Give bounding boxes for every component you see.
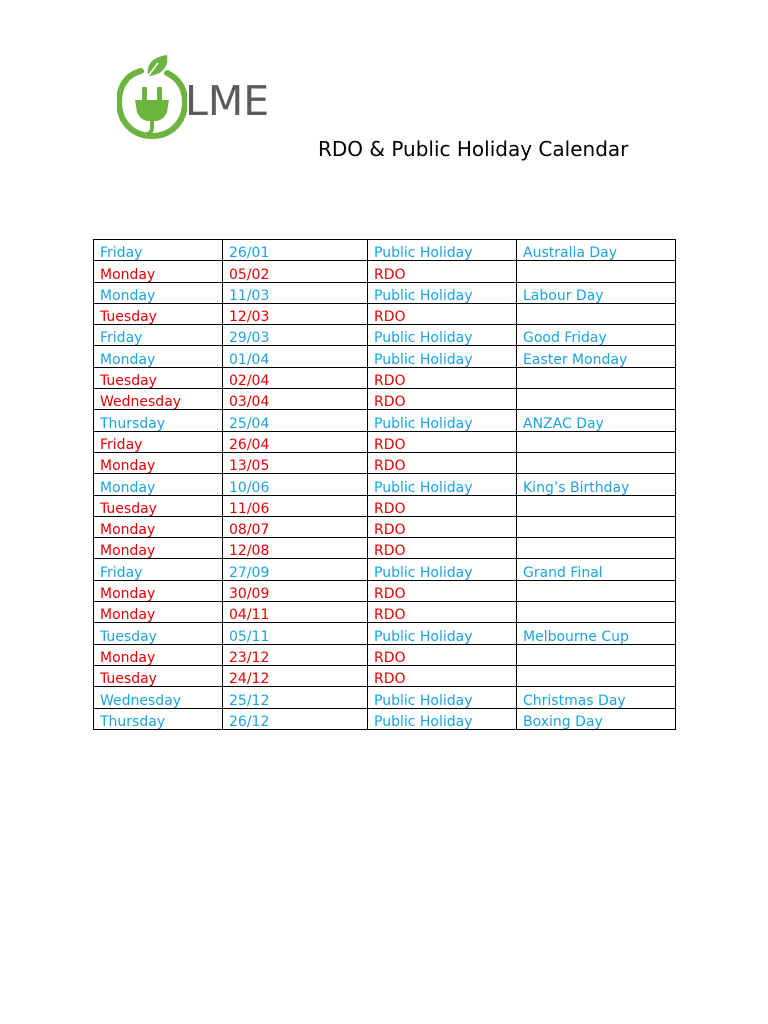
cell-date: 12/08: [223, 538, 368, 559]
plug-leaf-icon: [117, 54, 187, 144]
cell-type: RDO: [368, 431, 517, 452]
cell-day: Tuesday: [94, 303, 223, 324]
cell-day: Thursday: [94, 708, 223, 729]
calendar-body: [94, 240, 676, 730]
cell-date: 26/04: [223, 431, 368, 452]
cell-name: ANZAC Day: [517, 410, 676, 431]
cell-date: 04/11: [223, 602, 368, 623]
cell-day: Monday: [94, 602, 223, 623]
cell-type: RDO: [368, 261, 517, 282]
cell-date: 30/09: [223, 580, 368, 601]
table-row: [94, 516, 676, 537]
cell-date: 08/07: [223, 516, 368, 537]
cell-date: 27/09: [223, 559, 368, 580]
cell-date: 23/12: [223, 644, 368, 665]
cell-date: 13/05: [223, 452, 368, 473]
cell-type: Public Holiday: [368, 325, 517, 346]
cell-name: [517, 602, 676, 623]
cell-name: Christmas Day: [517, 687, 676, 708]
cell-day: Wednesday: [94, 687, 223, 708]
table-row: [94, 346, 676, 367]
cell-date: 25/12: [223, 687, 368, 708]
cell-type: Public Holiday: [368, 559, 517, 580]
table-row: [94, 538, 676, 559]
table-row: [94, 431, 676, 452]
table-row: [94, 282, 676, 303]
cell-day: Monday: [94, 538, 223, 559]
cell-date: 26/01: [223, 240, 368, 261]
cell-date: 01/04: [223, 346, 368, 367]
cell-day: Friday: [94, 431, 223, 452]
holiday-calendar-table: [93, 239, 676, 730]
cell-date: 11/06: [223, 495, 368, 516]
cell-name: Melbourne Cup: [517, 623, 676, 644]
cell-name: [517, 303, 676, 324]
table-row: [94, 410, 676, 431]
table-row: [94, 474, 676, 495]
table-row: [94, 687, 676, 708]
cell-date: 24/12: [223, 665, 368, 686]
table-row: [94, 602, 676, 623]
cell-type: Public Holiday: [368, 346, 517, 367]
cell-day: Monday: [94, 644, 223, 665]
cell-date: 05/11: [223, 623, 368, 644]
cell-name: Labour Day: [517, 282, 676, 303]
table-row: [94, 367, 676, 388]
cell-name: [517, 261, 676, 282]
cell-name: Australia Day: [517, 240, 676, 261]
cell-day: Thursday: [94, 410, 223, 431]
table-row: [94, 644, 676, 665]
cell-day: Monday: [94, 474, 223, 495]
cell-day: Tuesday: [94, 665, 223, 686]
cell-type: RDO: [368, 665, 517, 686]
cell-type: RDO: [368, 389, 517, 410]
cell-type: Public Holiday: [368, 240, 517, 261]
cell-name: [517, 665, 676, 686]
cell-day: Monday: [94, 580, 223, 601]
cell-day: Monday: [94, 516, 223, 537]
cell-name: [517, 516, 676, 537]
cell-name: [517, 580, 676, 601]
cell-type: RDO: [368, 495, 517, 516]
logo-text: LME: [185, 77, 270, 125]
cell-name: King’s Birthday: [517, 474, 676, 495]
cell-day: Tuesday: [94, 495, 223, 516]
cell-type: Public Holiday: [368, 282, 517, 303]
cell-day: Tuesday: [94, 367, 223, 388]
table-row: [94, 623, 676, 644]
table-row: [94, 452, 676, 473]
cell-name: Boxing Day: [517, 708, 676, 729]
table-row: [94, 708, 676, 729]
table-row: [94, 580, 676, 601]
table-row: [94, 495, 676, 516]
cell-date: 10/06: [223, 474, 368, 495]
company-logo: [117, 54, 297, 144]
table-row: [94, 261, 676, 282]
table-row: [94, 303, 676, 324]
cell-day: Friday: [94, 325, 223, 346]
cell-name: Good Friday: [517, 325, 676, 346]
cell-date: 05/02: [223, 261, 368, 282]
cell-date: 12/03: [223, 303, 368, 324]
cell-date: 25/04: [223, 410, 368, 431]
cell-name: [517, 495, 676, 516]
cell-name: [517, 389, 676, 410]
cell-type: RDO: [368, 367, 517, 388]
cell-day: Friday: [94, 240, 223, 261]
cell-name: [517, 367, 676, 388]
table-row: [94, 665, 676, 686]
cell-type: Public Holiday: [368, 474, 517, 495]
cell-type: RDO: [368, 644, 517, 665]
table-row: [94, 325, 676, 346]
cell-type: RDO: [368, 602, 517, 623]
cell-type: RDO: [368, 516, 517, 537]
cell-type: Public Holiday: [368, 623, 517, 644]
cell-type: Public Holiday: [368, 687, 517, 708]
cell-date: 26/12: [223, 708, 368, 729]
cell-date: 02/04: [223, 367, 368, 388]
cell-day: Wednesday: [94, 389, 223, 410]
cell-name: [517, 431, 676, 452]
cell-name: [517, 644, 676, 665]
cell-name: [517, 538, 676, 559]
cell-type: RDO: [368, 538, 517, 559]
cell-name: [517, 452, 676, 473]
cell-type: RDO: [368, 303, 517, 324]
cell-type: Public Holiday: [368, 410, 517, 431]
table-row: [94, 559, 676, 580]
cell-name: Grand Final: [517, 559, 676, 580]
cell-type: Public Holiday: [368, 708, 517, 729]
cell-name: Easter Monday: [517, 346, 676, 367]
cell-date: 11/03: [223, 282, 368, 303]
cell-type: RDO: [368, 580, 517, 601]
page-title: RDO & Public Holiday Calendar: [318, 137, 629, 161]
cell-day: Tuesday: [94, 623, 223, 644]
table-row: [94, 240, 676, 261]
cell-day: Monday: [94, 452, 223, 473]
cell-day: Friday: [94, 559, 223, 580]
cell-date: 03/04: [223, 389, 368, 410]
table-row: [94, 389, 676, 410]
cell-day: Monday: [94, 282, 223, 303]
cell-day: Monday: [94, 346, 223, 367]
cell-date: 29/03: [223, 325, 368, 346]
cell-day: Monday: [94, 261, 223, 282]
cell-type: RDO: [368, 452, 517, 473]
